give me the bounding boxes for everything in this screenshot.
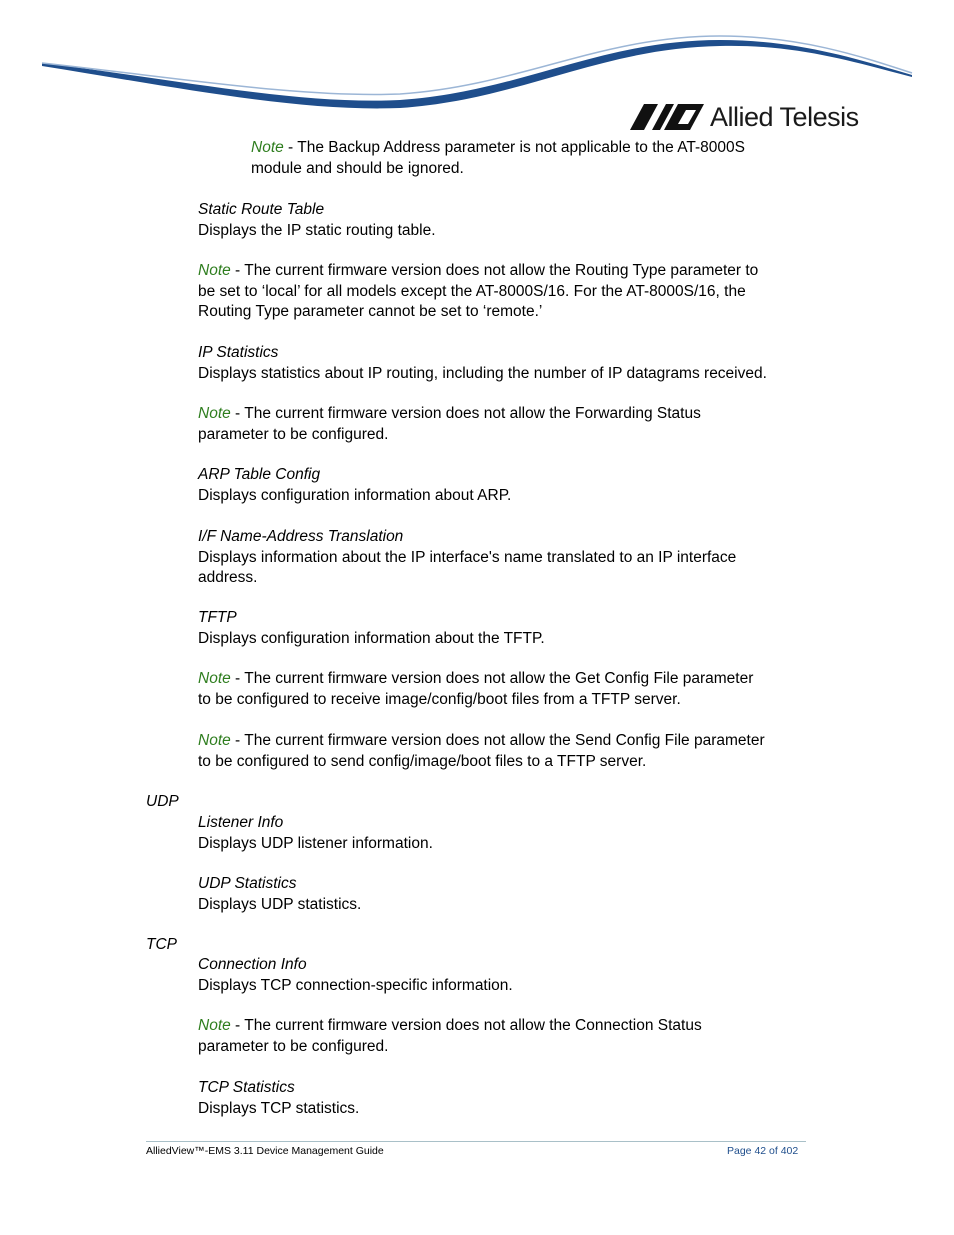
note-text: be set to ‘local’ for all models except the AT-8000S/16. For the AT-8000S/16, the bbox=[198, 282, 746, 300]
section-heading: Listener Info bbox=[198, 814, 284, 831]
note-text: - The current firmware version does not allow the Connection Status bbox=[230, 1017, 702, 1034]
section-description: Displays the IP static routing table. bbox=[198, 221, 436, 239]
note-label: Note bbox=[198, 1017, 231, 1034]
section-tcp-statistics bbox=[198, 1078, 359, 1119]
group-heading-udp: UDP bbox=[146, 793, 179, 810]
section-description: Displays configuration information about the TFTP. bbox=[198, 629, 545, 647]
logo-mark-icon bbox=[630, 102, 704, 132]
section-description: Displays TCP statistics. bbox=[198, 1099, 360, 1117]
allied-telesis-logo bbox=[630, 100, 859, 134]
note-text: - The current firmware version does not allow the Routing Type parameter to bbox=[230, 262, 759, 279]
note-label: Note bbox=[251, 139, 284, 156]
note-text: - The current firmware version does not allow the Get Config File parameter bbox=[230, 670, 754, 687]
note-send-config-file bbox=[198, 731, 765, 772]
note-get-config-file bbox=[198, 669, 753, 710]
note-text: parameter to be configured. bbox=[198, 425, 389, 443]
section-description: address. bbox=[198, 569, 258, 586]
note-text: module and should be ignored. bbox=[251, 159, 464, 177]
section-heading: TCP Statistics bbox=[198, 1079, 295, 1096]
section-heading: UDP Statistics bbox=[198, 875, 297, 892]
section-udp-statistics bbox=[198, 874, 361, 915]
section-if-name-address bbox=[198, 527, 736, 589]
section-heading: Static Route Table bbox=[198, 201, 325, 218]
note-text: - The current firmware version does not allow the Forwarding Status bbox=[230, 405, 701, 422]
section-connection-info bbox=[198, 955, 513, 996]
note-text: - The current firmware version does not allow the Send Config File parameter bbox=[230, 732, 765, 749]
note-label: Note bbox=[198, 732, 231, 749]
note-text: Routing Type parameter cannot be set to ‘remote.’ bbox=[198, 303, 543, 320]
section-description: Displays configuration information about ARP. bbox=[198, 486, 512, 504]
note-text: - The Backup Address parameter is not applicable to the AT-8000S bbox=[283, 139, 746, 156]
note-label: Note bbox=[198, 670, 231, 687]
note-label: Note bbox=[198, 262, 231, 279]
section-description: Displays TCP connection-specific information. bbox=[198, 976, 513, 994]
note-text: parameter to be configured. bbox=[198, 1037, 389, 1055]
section-static-route-table bbox=[198, 200, 436, 241]
footer-page-number: Page 42 of 402 bbox=[727, 1145, 799, 1157]
section-description: Displays UDP statistics. bbox=[198, 895, 362, 913]
note-backup-address bbox=[251, 138, 745, 179]
note-connection-status bbox=[198, 1016, 702, 1057]
note-forwarding-status bbox=[198, 404, 701, 445]
section-heading: TFTP bbox=[198, 609, 237, 626]
footer-title: AlliedView™-EMS 3.11 Device Management Guide bbox=[146, 1145, 384, 1157]
group-heading-tcp: TCP bbox=[146, 936, 177, 953]
section-tftp bbox=[198, 608, 545, 649]
footer-divider bbox=[146, 1141, 806, 1142]
section-heading: ARP Table Config bbox=[198, 466, 321, 483]
section-ip-statistics bbox=[198, 343, 767, 384]
note-text: to be configured to send config/image/boot files to a TFTP server. bbox=[198, 752, 647, 770]
logo-wordmark: Allied Telesis bbox=[710, 102, 859, 132]
section-heading: I/F Name-Address Translation bbox=[198, 528, 404, 545]
section-listener-info bbox=[198, 813, 433, 854]
section-description: Displays information about the IP interface's name translated to an IP interface bbox=[198, 548, 737, 566]
note-routing-type bbox=[198, 261, 758, 323]
section-heading: IP Statistics bbox=[198, 344, 279, 361]
section-arp-table-config bbox=[198, 465, 511, 506]
section-description: Displays statistics about IP routing, including the number of IP datagrams received. bbox=[198, 364, 767, 382]
section-heading: Connection Info bbox=[198, 956, 307, 973]
note-label: Note bbox=[198, 405, 231, 422]
note-text: to be configured to receive image/config/boot files from a TFTP server. bbox=[198, 690, 681, 708]
section-description: Displays UDP listener information. bbox=[198, 834, 433, 852]
